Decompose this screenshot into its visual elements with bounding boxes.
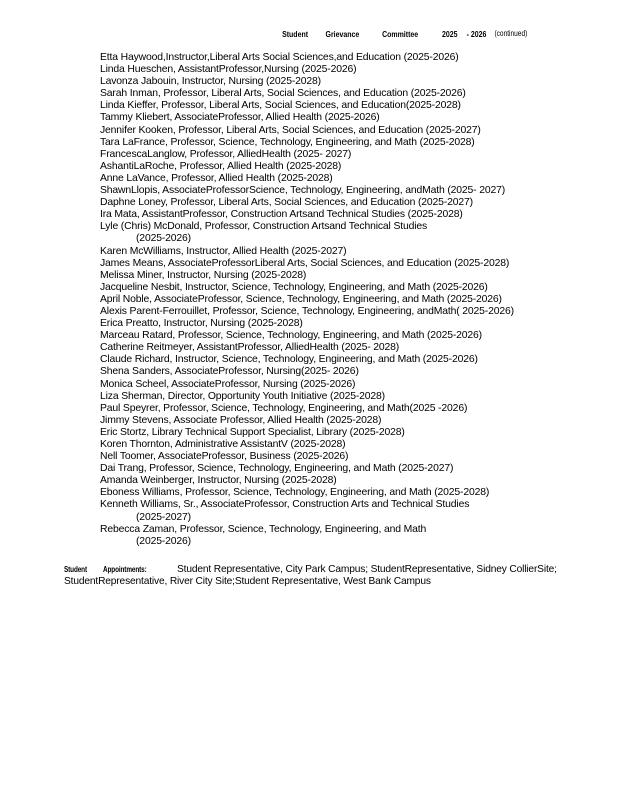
member-text: Anne LaVance, Professor, Allied Health (2025-2028) (100, 172, 333, 184)
member-entry (100, 391, 580, 403)
member-text: April Noble, AssociateProfessor, Science, Technology, Engineering, and Math (2025-2026) (100, 293, 502, 305)
header-year-end: - 2026 (466, 29, 487, 39)
member-text: Daphne Loney, Professor, Liberal Arts, Social Sciences, and Education (2025-2027) (100, 197, 473, 209)
member-entry (100, 112, 580, 124)
member-term: (2025-2026) (136, 233, 191, 245)
member-text: ShawnLlopis, AssociateProfessorScience, Technology, Engineering, andMath (2025- 2027) (100, 185, 506, 197)
member-text: AshantiLaRoche, Professor, Allied Health (2025-2028) (100, 160, 342, 172)
member-entry (100, 354, 580, 366)
member-entry (100, 185, 580, 197)
member-entry (100, 258, 580, 270)
member-text: Rebecca Zaman, Professor, Science, Technology, Engineering, and Math (100, 523, 427, 535)
member-entry (100, 282, 580, 294)
member-text: Lavonza Jabouin, Instructor, Nursing (2025-2028) (100, 76, 321, 88)
member-text: Jimmy Stevens, Associate Professor, Allied Health (2025-2028) (100, 414, 382, 426)
member-entry (100, 209, 580, 221)
member-text: FrancescaLanglow, Professor, AlliedHealth (2025- 2027) (100, 148, 352, 160)
member-entry (100, 149, 580, 161)
appointments-text: Student Representative, City Park Campus; StudentRepresentative, Sidney CollierSite; StudentRepresentative, River City Site;Student Representative, West Bank Campus (64, 564, 557, 588)
member-text: Linda Hueschen, AssistantProfessor,Nursing (2025-2026) (100, 64, 357, 76)
member-text: Dai Trang, Professor, Science, Technology, Engineering, and Math (2025-2027) (100, 463, 454, 475)
member-text: James Means, AssociateProfessorLiberal Arts, Social Sciences, and Education (2025-2028) (100, 257, 510, 269)
member-entry (100, 221, 580, 245)
member-text: Etta Haywood,Instructor,Liberal Arts Social Sciences,and Education (2025-2026) (100, 52, 459, 63)
member-entry (100, 306, 580, 318)
member-text: Jacqueline Nesbit, Instructor, Science, Technology, Engineering, and Math (2025-2026) (100, 281, 488, 293)
member-entry (100, 52, 580, 64)
member-entry (100, 137, 580, 149)
member-text: Monica Scheel, AssociateProfessor, Nursing (2025-2026) (100, 378, 356, 390)
member-text: Tara LaFrance, Professor, Science, Technology, Engineering, and Math (2025-2028) (100, 136, 475, 148)
member-text: Nell Toomer, AssociateProfessor, Business (2025-2026) (100, 451, 349, 463)
member-text: Marceau Ratard, Professor, Science, Technology, Engineering, and Math (2025-2026) (100, 330, 482, 342)
appointments-label (64, 564, 154, 576)
page-header (0, 29, 528, 43)
member-entry (100, 64, 580, 76)
member-entry (100, 246, 580, 258)
header-word-committee: Committee (382, 29, 419, 39)
member-entry (100, 524, 580, 548)
member-text: Sarah Inman, Professor, Liberal Arts, Social Sciences, and Education (2025-2026) (100, 88, 466, 100)
member-entry (100, 439, 580, 451)
member-entry (100, 415, 580, 427)
member-entry (100, 499, 580, 523)
member-text: Karen McWilliams, Instructor, Allied Health (2025-2027) (100, 245, 347, 257)
header-continued: (continued) (494, 29, 528, 38)
member-text: Eric Stortz, Library Technical Support Specialist, Library (2025-2028) (100, 426, 405, 438)
appointments-label-word1: Student (64, 565, 87, 574)
member-entry (100, 100, 580, 112)
member-entry (100, 76, 580, 88)
member-text: Paul Speyrer, Professor, Science, Technology, Engineering, and Math(2025 -2026) (100, 402, 468, 414)
header-word-grievance: Grievance (325, 29, 360, 39)
member-text: Catherine Reitmeyer, AssistantProfessor, AlliedHealth (2025- 2028) (100, 342, 400, 354)
header-word-student: Student (282, 29, 309, 39)
member-entry (100, 403, 580, 415)
member-text: Jennifer Kooken, Professor, Liberal Arts, Social Sciences, and Education (2025-2027) (100, 124, 481, 136)
member-text: Claude Richard, Instructor, Science, Technology, Engineering, and Math (2025-2026) (100, 354, 478, 366)
member-entry (100, 330, 580, 342)
member-entry (100, 125, 580, 137)
member-text: Linda Kieffer, Professor, Liberal Arts, Social Sciences, and Education(2025-2028) (100, 100, 461, 112)
appointments-label-word2: Appointments: (102, 565, 147, 574)
member-entry (100, 173, 580, 185)
member-text: Eboness Williams, Professor, Science, Technology, Engineering, and Math (2025-2028) (100, 487, 490, 499)
member-entry (100, 342, 580, 354)
header-year-start: 2025 (441, 29, 458, 39)
member-text: Melissa Miner, Instructor, Nursing (2025-2028) (100, 269, 307, 281)
member-text: Koren Thornton, Administrative AssistantV (2025-2028) (100, 439, 346, 450)
member-entry (100, 379, 580, 391)
member-entry (100, 366, 580, 378)
member-text: Erica Preatto, Instructor, Nursing (2025-2028) (100, 318, 303, 330)
member-entry (100, 197, 580, 209)
member-text: Ira Mata, AssistantProfessor, Construction Artsand Technical Studies (2025-2028) (100, 209, 463, 221)
member-entry (100, 161, 580, 173)
member-text: Amanda Weinberger, Instructor, Nursing (2025-2028) (100, 475, 337, 487)
member-entry (100, 318, 580, 330)
member-text: Alexis Parent-Ferrouillet, Professor, Science, Technology, Engineering, andMath( 2025-2026) (100, 305, 514, 317)
member-text: Lyle (Chris) McDonald, Professor, Construction Artsand Technical Studies (100, 221, 428, 233)
member-text: Kenneth Williams, Sr., AssociateProfessor, Construction Arts and Technical Studies (100, 499, 470, 511)
member-entry (100, 427, 580, 439)
member-entry (100, 88, 580, 100)
member-term: (2025-2027) (136, 511, 191, 523)
member-entry (100, 475, 580, 487)
member-entry (100, 487, 580, 499)
member-entry (100, 463, 580, 475)
member-text: Liza Sherman, Director, Opportunity Youth Initiative (2025-2028) (100, 390, 385, 402)
member-text: Tammy Kliebert, AssociateProfessor, Allied Health (2025-2026) (100, 112, 380, 124)
member-entry (100, 270, 580, 282)
member-entry (100, 451, 580, 463)
member-term: (2025-2026) (136, 535, 191, 547)
member-text: Shena Sanders, AssociateProfessor, Nursing(2025- 2026) (100, 366, 359, 378)
member-entry (100, 294, 580, 306)
student-appointments (64, 564, 594, 588)
committee-member-list (100, 52, 580, 548)
